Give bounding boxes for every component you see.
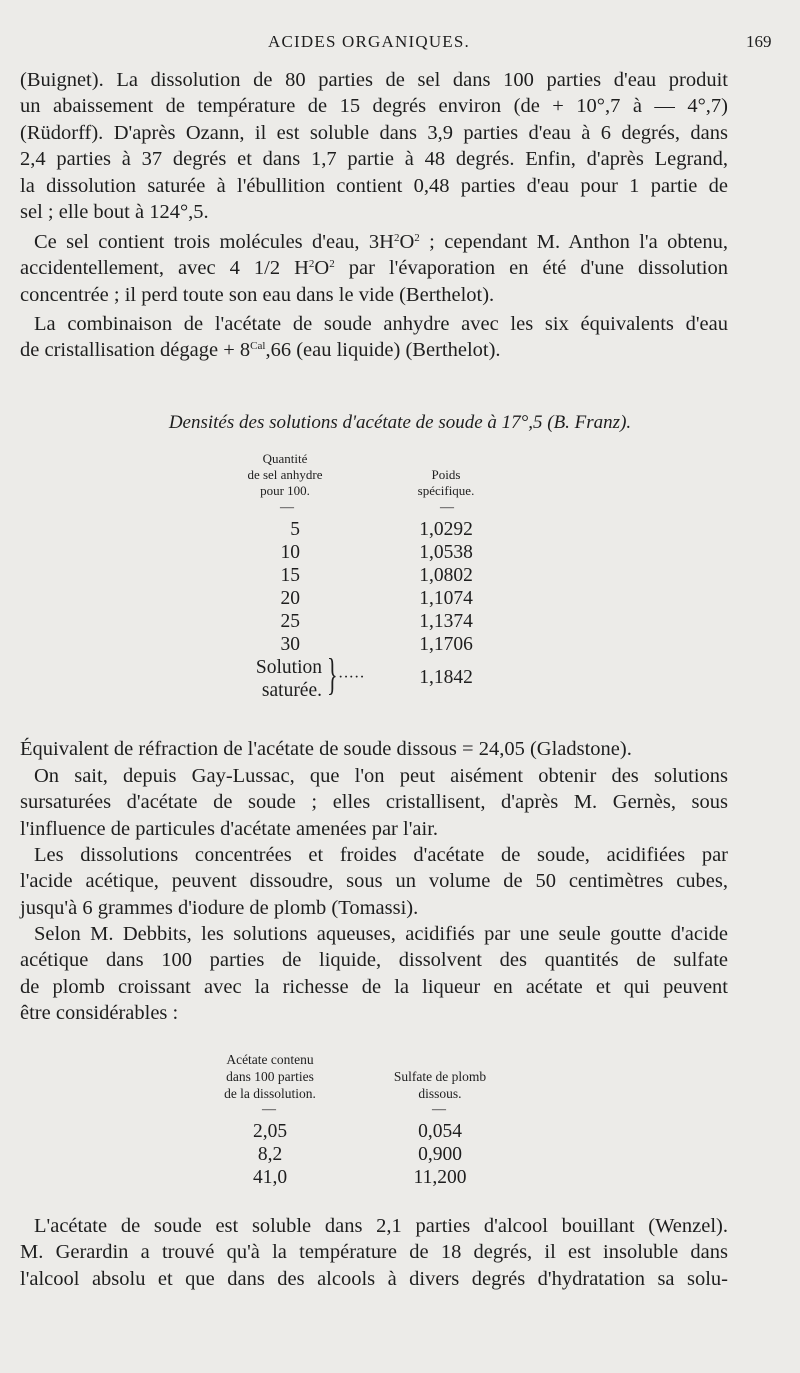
- running-title: ACIDES ORGANIQUES.: [268, 32, 470, 51]
- paragraph-refraction: [20, 736, 728, 762]
- brace-icon: }: [327, 650, 338, 699]
- leader-dots: ·····: [338, 669, 365, 686]
- table-cell: 1,1374: [419, 611, 473, 632]
- table-cell: Solution saturée.: [255, 657, 322, 701]
- table-rule: —: [262, 1102, 276, 1117]
- table-cell: 0,900: [418, 1144, 462, 1165]
- table-cell: 0,054: [418, 1121, 462, 1142]
- text-line: Équivalent de réfraction de l'acétate de soude dissous = 24,05 (Gladstone).: [20, 738, 632, 760]
- text-line: (Rüdorff). D'après Ozann, il est soluble dans 3,9 parties d'eau à 6 degrés, dans: [20, 121, 728, 144]
- text-line: M. Gerardin a trouvé qu'à la température de 18 degrés, il est insoluble dans: [20, 1241, 728, 1264]
- text-line: Ce sel contient trois molécules d'eau, $3H^2O^2$ ; cependant M. Anthon l'a obtenu,: [34, 231, 728, 253]
- table-cell: 1,0802: [419, 565, 473, 586]
- text-line: concentrée ; il perd toute son eau dans le vide (Berthelot).: [20, 283, 495, 306]
- text-line: l'influence de particules d'acétate amenées par l'air.: [20, 817, 439, 840]
- paragraph-hydrate: [20, 229, 728, 308]
- text-line: acétique dans 100 parties de liquide, dissolvent des quantités de sulfate: [20, 949, 728, 972]
- text-line: de cristallisation dégage + $8^{Cal},66$ (eau liquide) (Berthelot).: [20, 339, 501, 362]
- paragraph-lead-iodide: [20, 842, 728, 921]
- table-cell: 1,0292: [419, 519, 473, 540]
- text-line: L'acétate de soude est soluble dans 2,1 parties d'alcool bouillant (Wenzel).: [34, 1215, 728, 1237]
- table-column-header: Sulfate de plomb dissous.: [393, 1069, 487, 1101]
- table-cell: 10: [280, 542, 300, 563]
- text-line: sel ; elle bout à 124°,5.: [20, 200, 209, 223]
- table-cell: 30: [280, 634, 300, 655]
- table-rule: —: [280, 500, 294, 515]
- table-cell: 5: [290, 519, 300, 540]
- table-cell: 2,05: [252, 1121, 288, 1142]
- running-header: [0, 32, 800, 56]
- page-number: 169: [746, 32, 772, 51]
- text-line: (Buignet). La dissolution de 80 parties de sel dans 100 parties d'eau produit: [20, 69, 728, 91]
- table-cell: 8,2: [257, 1144, 283, 1165]
- table-cell: 1,0538: [419, 542, 473, 563]
- text-line: La combinaison de l'acétate de soude anhydre avec les six équivalents d'eau: [34, 313, 728, 335]
- paragraph-lead-sulfate: [20, 921, 728, 1027]
- table-cell: 25: [280, 611, 300, 632]
- text-line: 2,4 parties à 37 degrés et dans 1,7 partie à 48 degrés. Enfin, d'après Legrand,: [20, 148, 728, 171]
- table-rule: —: [432, 1102, 446, 1117]
- table-column-header: Quantité de sel anhydre pour 100.: [247, 451, 323, 498]
- text-line: On sait, depuis Gay-Lussac, que l'on peut aisément obtenir des solutions: [34, 765, 728, 787]
- text-line: la dissolution saturée à l'ébullition contient 0,48 parties d'eau pour 1 partie de: [20, 174, 728, 197]
- text-line: Les dissolutions concentrées et froides d'acétate de soude, acidifiées par: [34, 844, 728, 866]
- table-cell: 15: [280, 565, 300, 586]
- text-line: l'alcool absolu et que dans des alcools à divers degrés d'hydratation sa solu-: [20, 1267, 728, 1290]
- text-line: accidentellement, avec 4 1/2 $H^2O^2$ par l'évaporation en été d'une dissolution: [20, 257, 728, 280]
- text-line: l'acide acétique, peuvent dissoudre, sous un volume de 50 centimètres cubes,: [20, 870, 728, 893]
- table-cell: 41,0: [252, 1167, 288, 1188]
- table-column-header: Acétate contenu dans 100 parties de la dissolution.: [224, 1052, 316, 1101]
- table-cell: 20: [280, 588, 300, 609]
- table-caption: Densités des solutions d'acétate de soude à 17°,5 (B. Franz).: [168, 412, 632, 433]
- text-line: de plomb croissant avec la richesse de la liqueur en acétate et qui peuvent: [20, 975, 728, 998]
- text-line: jusqu'à 6 grammes d'iodure de plomb (Tomassi).: [20, 896, 419, 919]
- table-rule: —: [440, 500, 454, 515]
- table-cell: 11,200: [413, 1167, 467, 1188]
- text-line: Selon M. Debbits, les solutions aqueuses, acidifiés par une seule goutte d'acide: [34, 923, 728, 945]
- table-column-header: Poids spécifique.: [417, 467, 475, 498]
- table-cell: 1,1842: [419, 667, 473, 688]
- text-line: un abaissement de température de 15 degrés environ (de + 10°,7 à — 4°,7): [20, 95, 728, 118]
- paragraph-alcohol: [20, 1213, 728, 1292]
- paragraph-solubility: [20, 67, 728, 225]
- text-line: sursaturées d'acétate de soude ; elles cristallisent, d'après M. Gernès, sous: [20, 791, 728, 814]
- table-cell: 1,1706: [419, 634, 473, 655]
- table-cell: 1,1074: [419, 588, 473, 609]
- text-line: être considérables :: [20, 1002, 179, 1025]
- paragraph-supersaturation: [20, 763, 728, 842]
- paragraph-combination: [20, 311, 728, 364]
